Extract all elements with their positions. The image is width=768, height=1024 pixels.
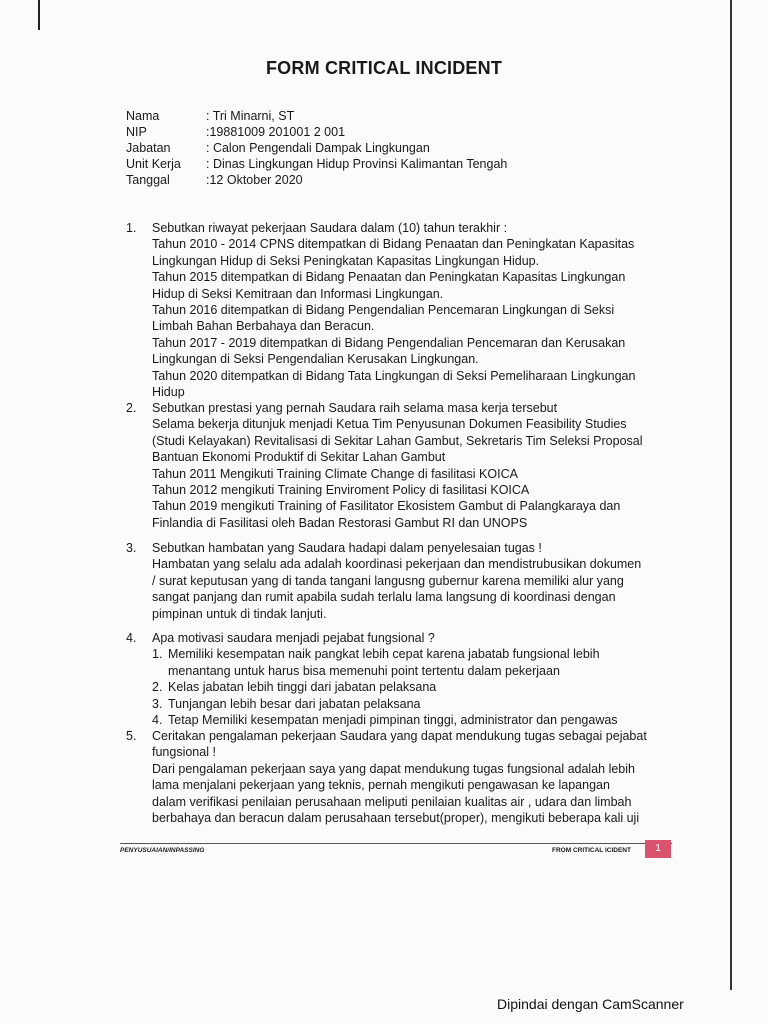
answer-line: Hidup di Seksi Kemitraan dan Informasi Lingkungan.	[152, 286, 444, 301]
list-item	[152, 696, 618, 712]
list-line: menantang untuk harus bisa memenuhi point tertentu dalam pekerjaan	[168, 663, 560, 678]
answer-line: lama menjalani pekerjaan yang teknis, pernah mengikuti pengawasan ke lapangan	[152, 778, 610, 793]
answer-line: Lingkungan Hidup di Seksi Peningkatan Kapasitas Lingkungan Hidup.	[152, 253, 540, 268]
identity-value: : Tri Minarni, ST	[206, 109, 295, 123]
list-line: Tunjangan lebih besar dari jabatan pelaksana	[168, 696, 421, 711]
answer-line: dalam verifikasi penilaian perusahaan meliputi penilaian kualitas air , udara dan limbah	[152, 794, 632, 809]
question-4	[126, 630, 618, 728]
list-item	[152, 712, 618, 728]
question-line: fungsional !	[152, 745, 216, 760]
identity-value: : Calon Pengendali Dampak Lingkungan	[206, 141, 430, 155]
list-line: Kelas jabatan lebih tinggi dari jabatan pelaksana	[168, 680, 437, 695]
list-number: 1.	[152, 647, 163, 662]
list-number: 3.	[152, 696, 163, 711]
question-number: 1.	[126, 221, 137, 235]
answer-line: Hidup	[152, 385, 185, 400]
footer-divider	[120, 843, 672, 844]
page-number-badge: 1	[645, 840, 671, 858]
question-number: 4.	[126, 631, 137, 645]
question-1	[126, 220, 635, 400]
question-text: Sebutkan hambatan yang Saudara hadapi dalam penyelesaian tugas !	[152, 541, 542, 555]
scanner-watermark: Dipindai dengan CamScanner	[497, 996, 684, 1012]
answer-line: Limbah Bahan Berbahaya dan Beracun.	[152, 319, 375, 334]
answer-line: Tahun 2015 ditempatkan di Bidang Penaatan dan Peningkatan Kapasitas Lingkungan	[152, 270, 626, 285]
identity-value: : Dinas Lingkungan Hidup Provinsi Kalimantan Tengah	[206, 157, 508, 171]
question-5	[126, 728, 647, 826]
question-2	[126, 400, 643, 531]
page-title: FORM CRITICAL INCIDENT	[265, 58, 503, 78]
question-text: Sebutkan prestasi yang pernah Saudara raih selama masa kerja tersebut	[152, 401, 558, 415]
question-line: Ceritakan pengalaman pekerjaan Saudara yang dapat mendukung tugas sebagai pejabat	[152, 729, 647, 743]
list-item	[152, 679, 618, 695]
footer-left-label: PENYUSUAIAN/INPASSING	[120, 847, 205, 854]
identity-label: NIP	[126, 125, 147, 139]
identity-label: Unit Kerja	[126, 157, 181, 171]
identity-label: Nama	[126, 109, 160, 123]
scan-edge	[38, 0, 40, 30]
answer-line: (Studi Kelayakan) Revitalisasi di Sekitar Lahan Gambut, Sekretaris Tim Seleksi Proposal	[152, 433, 643, 448]
question-number: 2.	[126, 401, 137, 415]
footer-right-label: FROM CRITICAL ICIDENT	[552, 847, 631, 854]
answer-line: Tahun 2020 ditempatkan di Bidang Tata Lingkungan di Seksi Pemeliharaan Lingkungan	[152, 368, 636, 383]
question-text: Sebutkan riwayat pekerjaan Saudara dalam (10) tahun terakhir :	[152, 221, 508, 235]
identity-value: :12 Oktober 2020	[206, 173, 303, 187]
motivation-list	[152, 646, 618, 728]
question-text: Apa motivasi saudara menjadi pejabat fungsional ?	[152, 631, 435, 645]
answer-line: Tahun 2010 - 2014 CPNS ditempatkan di Bidang Penaatan dan Peningkatan Kapasitas	[152, 237, 635, 252]
answer-line: Dari pengalaman pekerjaan saya yang dapat mendukung tugas fungsional adalah lebih	[152, 761, 635, 776]
identity-row	[126, 172, 507, 188]
list-number: 4.	[152, 713, 163, 728]
answer-line: Tahun 2016 ditempatkan di Bidang Pengendalian Pencemaran Lingkungan di Seksi	[152, 303, 615, 318]
answer-text	[152, 556, 641, 622]
answer-line: Tahun 2019 mengikuti Training of Fasilitator Ekosistem Gambut di Palangkaraya dan	[152, 499, 621, 514]
identity-label: Tanggal	[126, 173, 170, 187]
list-item	[152, 646, 618, 679]
identity-row	[126, 156, 507, 172]
answer-line: Tahun 2017 - 2019 ditempatkan di Bidang Pengendalian Pencemaran dan Kerusakan	[152, 335, 626, 350]
answer-line: Selama bekerja ditunjuk menjadi Ketua Tim Penyusunan Dokumen Feasibility Studies	[152, 417, 627, 432]
answer-line: sangat panjang dan rumit apabila sudah terlalu lama langsung di koordinasi dengan	[152, 590, 616, 605]
list-number: 2.	[152, 680, 163, 695]
identity-row	[126, 124, 507, 140]
identity-label: Jabatan	[126, 141, 171, 155]
answer-line: Lingkungan di Seksi Pengendalian Kerusakan Lingkungan.	[152, 352, 479, 367]
question-3	[126, 540, 641, 622]
identity-block	[126, 108, 507, 188]
question-number: 5.	[126, 729, 137, 743]
answer-text	[152, 236, 635, 400]
answer-line: berbahaya dan beracun dalam perusahaan tersebut(proper), mengikuti beberapa kali uji	[152, 811, 640, 826]
list-line: Memiliki kesempatan naik pangkat lebih cepat karena jabatab fungsional lebih	[168, 647, 600, 662]
identity-row	[126, 140, 507, 156]
question-text	[152, 728, 647, 761]
scan-edge	[730, 0, 732, 990]
list-text	[168, 646, 600, 679]
answer-line: Tahun 2011 Mengikuti Training Climate Change di fasilitasi KOICA	[152, 466, 518, 481]
answer-line: / surat keputusan yang di tanda tangani langusng gubernur karena memiliki alur yang	[152, 573, 624, 588]
identity-value: :19881009 201001 2 001	[206, 125, 346, 139]
answer-line: pimpinan untuk di tindak lanjuti.	[152, 606, 327, 621]
answer-text	[152, 761, 647, 827]
answer-line: Hambatan yang selalu ada adalah koordinasi pekerjaan dan mendistrubusikan dokumen	[152, 557, 642, 572]
answer-line: Tahun 2012 mengikuti Training Enviroment Policy di fasilitasi KOICA	[152, 483, 530, 498]
answer-line: Bantuan Ekonomi Produktif di Sekitar Lahan Gambut	[152, 450, 446, 465]
list-line: Tetap Memiliki kesempatan menjadi pimpinan tinggi, administrator dan pengawas	[168, 713, 618, 728]
question-number: 3.	[126, 541, 137, 555]
answer-line: Finlandia di Fasilitasi oleh Badan Restorasi Gambut RI dan UNOPS	[152, 515, 528, 530]
identity-row	[126, 108, 507, 124]
answer-text	[152, 416, 643, 531]
